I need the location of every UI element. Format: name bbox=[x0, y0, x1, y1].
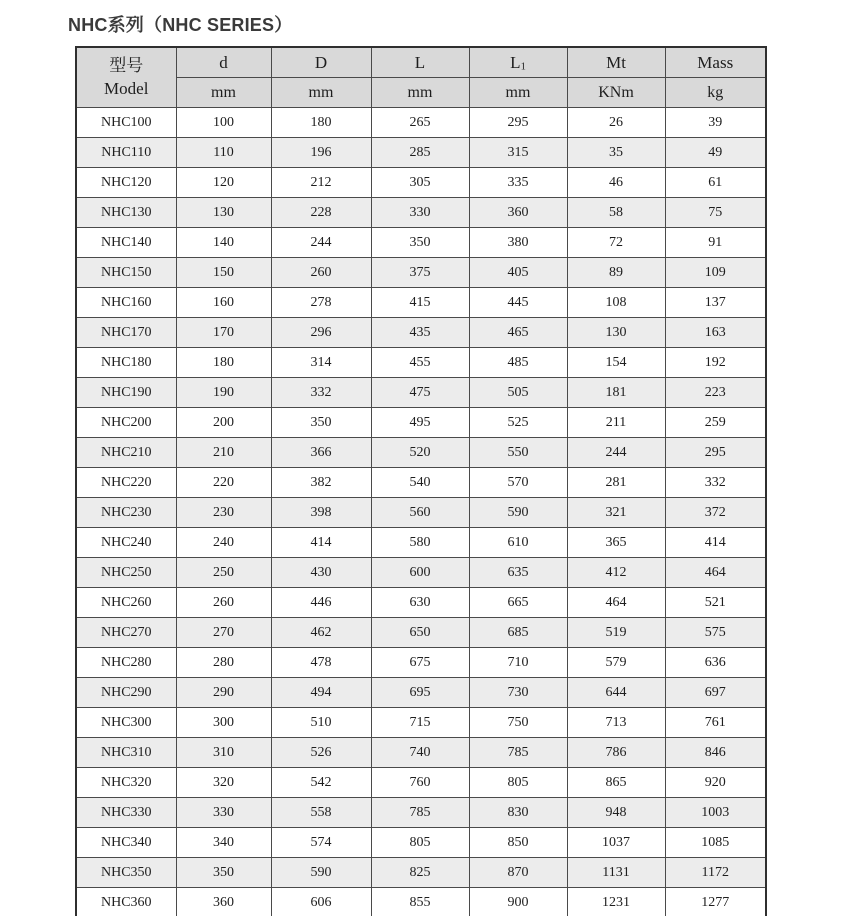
value-cell: 445 bbox=[469, 288, 567, 318]
table-row bbox=[76, 288, 766, 318]
value-cell: 212 bbox=[271, 168, 371, 198]
model-cell: NHC280 bbox=[76, 648, 176, 678]
value-cell: 590 bbox=[271, 858, 371, 888]
value-cell: 278 bbox=[271, 288, 371, 318]
value-cell: 314 bbox=[271, 348, 371, 378]
value-cell: 900 bbox=[469, 888, 567, 916]
value-cell: 579 bbox=[567, 648, 665, 678]
value-cell: 365 bbox=[567, 528, 665, 558]
value-cell: 295 bbox=[665, 438, 766, 468]
value-cell: 315 bbox=[469, 138, 567, 168]
value-cell: 350 bbox=[371, 228, 469, 258]
table-row bbox=[76, 108, 766, 138]
value-cell: 635 bbox=[469, 558, 567, 588]
value-cell: 72 bbox=[567, 228, 665, 258]
value-cell: 108 bbox=[567, 288, 665, 318]
nhc-series-table bbox=[75, 46, 767, 916]
value-cell: 350 bbox=[176, 858, 271, 888]
value-cell: 220 bbox=[176, 468, 271, 498]
value-cell: 265 bbox=[371, 108, 469, 138]
value-cell: 330 bbox=[176, 798, 271, 828]
value-cell: 575 bbox=[665, 618, 766, 648]
model-cell: NHC230 bbox=[76, 498, 176, 528]
value-cell: 181 bbox=[567, 378, 665, 408]
model-cell: NHC310 bbox=[76, 738, 176, 768]
value-cell: 332 bbox=[665, 468, 766, 498]
table-row bbox=[76, 498, 766, 528]
value-cell: 260 bbox=[271, 258, 371, 288]
table-row bbox=[76, 438, 766, 468]
model-cell: NHC110 bbox=[76, 138, 176, 168]
value-cell: 455 bbox=[371, 348, 469, 378]
model-cell: NHC200 bbox=[76, 408, 176, 438]
value-cell: 715 bbox=[371, 708, 469, 738]
value-cell: 244 bbox=[271, 228, 371, 258]
value-cell: 870 bbox=[469, 858, 567, 888]
value-cell: 350 bbox=[271, 408, 371, 438]
value-cell: 61 bbox=[665, 168, 766, 198]
value-cell: 636 bbox=[665, 648, 766, 678]
unit-header-L1: mm bbox=[469, 78, 567, 108]
value-cell: 210 bbox=[176, 438, 271, 468]
value-cell: 462 bbox=[271, 618, 371, 648]
table-header bbox=[76, 47, 766, 108]
table-row bbox=[76, 528, 766, 558]
value-cell: 192 bbox=[665, 348, 766, 378]
table-row bbox=[76, 888, 766, 916]
model-cell: NHC320 bbox=[76, 768, 176, 798]
value-cell: 846 bbox=[665, 738, 766, 768]
column-header-L: L bbox=[371, 47, 469, 78]
model-cell: NHC290 bbox=[76, 678, 176, 708]
value-cell: 560 bbox=[371, 498, 469, 528]
value-cell: 570 bbox=[469, 468, 567, 498]
value-cell: 414 bbox=[665, 528, 766, 558]
table-body bbox=[76, 108, 766, 916]
model-cell: NHC350 bbox=[76, 858, 176, 888]
value-cell: 332 bbox=[271, 378, 371, 408]
table-row bbox=[76, 618, 766, 648]
value-cell: 526 bbox=[271, 738, 371, 768]
value-cell: 865 bbox=[567, 768, 665, 798]
table-row bbox=[76, 558, 766, 588]
value-cell: 259 bbox=[665, 408, 766, 438]
value-cell: 250 bbox=[176, 558, 271, 588]
model-cell: NHC120 bbox=[76, 168, 176, 198]
table-row bbox=[76, 738, 766, 768]
value-cell: 91 bbox=[665, 228, 766, 258]
model-cell: NHC180 bbox=[76, 348, 176, 378]
value-cell: 140 bbox=[176, 228, 271, 258]
value-cell: 786 bbox=[567, 738, 665, 768]
value-cell: 100 bbox=[176, 108, 271, 138]
column-header-Mt: Mt bbox=[567, 47, 665, 78]
value-cell: 321 bbox=[567, 498, 665, 528]
value-cell: 300 bbox=[176, 708, 271, 738]
column-header-L1: L1 bbox=[469, 47, 567, 78]
value-cell: 644 bbox=[567, 678, 665, 708]
value-cell: 750 bbox=[469, 708, 567, 738]
value-cell: 372 bbox=[665, 498, 766, 528]
value-cell: 435 bbox=[371, 318, 469, 348]
model-cell: NHC340 bbox=[76, 828, 176, 858]
value-cell: 405 bbox=[469, 258, 567, 288]
value-cell: 485 bbox=[469, 348, 567, 378]
table-row bbox=[76, 408, 766, 438]
value-cell: 39 bbox=[665, 108, 766, 138]
value-cell: 75 bbox=[665, 198, 766, 228]
table-row bbox=[76, 228, 766, 258]
value-cell: 850 bbox=[469, 828, 567, 858]
value-cell: 760 bbox=[371, 768, 469, 798]
value-cell: 948 bbox=[567, 798, 665, 828]
value-cell: 380 bbox=[469, 228, 567, 258]
value-cell: 412 bbox=[567, 558, 665, 588]
value-cell: 163 bbox=[665, 318, 766, 348]
value-cell: 296 bbox=[271, 318, 371, 348]
model-cell: NHC130 bbox=[76, 198, 176, 228]
value-cell: 46 bbox=[567, 168, 665, 198]
column-header-D: D bbox=[271, 47, 371, 78]
table-row bbox=[76, 648, 766, 678]
column-header-d: d bbox=[176, 47, 271, 78]
unit-header-Mt: KNm bbox=[567, 78, 665, 108]
value-cell: 1003 bbox=[665, 798, 766, 828]
unit-header-Mass: kg bbox=[665, 78, 766, 108]
value-cell: 366 bbox=[271, 438, 371, 468]
value-cell: 510 bbox=[271, 708, 371, 738]
value-cell: 211 bbox=[567, 408, 665, 438]
value-cell: 200 bbox=[176, 408, 271, 438]
table-row bbox=[76, 168, 766, 198]
value-cell: 1131 bbox=[567, 858, 665, 888]
value-cell: 465 bbox=[469, 318, 567, 348]
value-cell: 920 bbox=[665, 768, 766, 798]
value-cell: 1277 bbox=[665, 888, 766, 916]
model-cell: NHC330 bbox=[76, 798, 176, 828]
value-cell: 730 bbox=[469, 678, 567, 708]
table-row bbox=[76, 198, 766, 228]
value-cell: 170 bbox=[176, 318, 271, 348]
model-cell: NHC100 bbox=[76, 108, 176, 138]
value-cell: 675 bbox=[371, 648, 469, 678]
value-cell: 415 bbox=[371, 288, 469, 318]
table-row bbox=[76, 318, 766, 348]
value-cell: 740 bbox=[371, 738, 469, 768]
value-cell: 120 bbox=[176, 168, 271, 198]
value-cell: 414 bbox=[271, 528, 371, 558]
value-cell: 340 bbox=[176, 828, 271, 858]
value-cell: 398 bbox=[271, 498, 371, 528]
model-cell: NHC220 bbox=[76, 468, 176, 498]
table-row bbox=[76, 798, 766, 828]
value-cell: 446 bbox=[271, 588, 371, 618]
value-cell: 130 bbox=[567, 318, 665, 348]
value-cell: 335 bbox=[469, 168, 567, 198]
value-cell: 320 bbox=[176, 768, 271, 798]
table-row bbox=[76, 828, 766, 858]
column-header-Mass: Mass bbox=[665, 47, 766, 78]
value-cell: 521 bbox=[665, 588, 766, 618]
value-cell: 785 bbox=[469, 738, 567, 768]
value-cell: 542 bbox=[271, 768, 371, 798]
value-cell: 558 bbox=[271, 798, 371, 828]
value-cell: 464 bbox=[665, 558, 766, 588]
table-row bbox=[76, 588, 766, 618]
model-cell: NHC140 bbox=[76, 228, 176, 258]
value-cell: 180 bbox=[176, 348, 271, 378]
value-cell: 1085 bbox=[665, 828, 766, 858]
value-cell: 505 bbox=[469, 378, 567, 408]
value-cell: 464 bbox=[567, 588, 665, 618]
value-cell: 495 bbox=[371, 408, 469, 438]
value-cell: 855 bbox=[371, 888, 469, 916]
value-cell: 109 bbox=[665, 258, 766, 288]
model-cell: NHC170 bbox=[76, 318, 176, 348]
table-row bbox=[76, 858, 766, 888]
value-cell: 494 bbox=[271, 678, 371, 708]
value-cell: 825 bbox=[371, 858, 469, 888]
value-cell: 1172 bbox=[665, 858, 766, 888]
value-cell: 590 bbox=[469, 498, 567, 528]
value-cell: 110 bbox=[176, 138, 271, 168]
value-cell: 360 bbox=[469, 198, 567, 228]
model-label-zh: 型号 bbox=[109, 56, 144, 76]
value-cell: 713 bbox=[567, 708, 665, 738]
model-cell: NHC300 bbox=[76, 708, 176, 738]
value-cell: 260 bbox=[176, 588, 271, 618]
value-cell: 600 bbox=[371, 558, 469, 588]
value-cell: 665 bbox=[469, 588, 567, 618]
value-cell: 290 bbox=[176, 678, 271, 708]
value-cell: 281 bbox=[567, 468, 665, 498]
value-cell: 244 bbox=[567, 438, 665, 468]
model-label-en: Model bbox=[104, 78, 149, 98]
page-title: NHC系列（NHC SERIES） bbox=[68, 15, 293, 35]
value-cell: 580 bbox=[371, 528, 469, 558]
table-row bbox=[76, 258, 766, 288]
model-cell: NHC270 bbox=[76, 618, 176, 648]
value-cell: 1037 bbox=[567, 828, 665, 858]
table-row bbox=[76, 348, 766, 378]
value-cell: 160 bbox=[176, 288, 271, 318]
value-cell: 190 bbox=[176, 378, 271, 408]
value-cell: 430 bbox=[271, 558, 371, 588]
value-cell: 478 bbox=[271, 648, 371, 678]
value-cell: 360 bbox=[176, 888, 271, 916]
value-cell: 695 bbox=[371, 678, 469, 708]
value-cell: 130 bbox=[176, 198, 271, 228]
value-cell: 697 bbox=[665, 678, 766, 708]
table-row bbox=[76, 678, 766, 708]
column-header-model bbox=[76, 47, 176, 108]
model-cell: NHC360 bbox=[76, 888, 176, 916]
value-cell: 805 bbox=[371, 828, 469, 858]
value-cell: 830 bbox=[469, 798, 567, 828]
table-row bbox=[76, 768, 766, 798]
value-cell: 606 bbox=[271, 888, 371, 916]
value-cell: 270 bbox=[176, 618, 271, 648]
value-cell: 285 bbox=[371, 138, 469, 168]
value-cell: 574 bbox=[271, 828, 371, 858]
value-cell: 540 bbox=[371, 468, 469, 498]
value-cell: 550 bbox=[469, 438, 567, 468]
table-row bbox=[76, 378, 766, 408]
model-cell: NHC150 bbox=[76, 258, 176, 288]
table-row bbox=[76, 138, 766, 168]
model-cell: NHC250 bbox=[76, 558, 176, 588]
value-cell: 89 bbox=[567, 258, 665, 288]
value-cell: 650 bbox=[371, 618, 469, 648]
value-cell: 520 bbox=[371, 438, 469, 468]
model-cell: NHC240 bbox=[76, 528, 176, 558]
value-cell: 49 bbox=[665, 138, 766, 168]
table-row bbox=[76, 468, 766, 498]
value-cell: 375 bbox=[371, 258, 469, 288]
value-cell: 330 bbox=[371, 198, 469, 228]
value-cell: 35 bbox=[567, 138, 665, 168]
value-cell: 525 bbox=[469, 408, 567, 438]
value-cell: 58 bbox=[567, 198, 665, 228]
value-cell: 223 bbox=[665, 378, 766, 408]
value-cell: 230 bbox=[176, 498, 271, 528]
value-cell: 710 bbox=[469, 648, 567, 678]
unit-header-D: mm bbox=[271, 78, 371, 108]
value-cell: 475 bbox=[371, 378, 469, 408]
value-cell: 180 bbox=[271, 108, 371, 138]
value-cell: 805 bbox=[469, 768, 567, 798]
value-cell: 137 bbox=[665, 288, 766, 318]
value-cell: 610 bbox=[469, 528, 567, 558]
table-row bbox=[76, 708, 766, 738]
value-cell: 785 bbox=[371, 798, 469, 828]
value-cell: 310 bbox=[176, 738, 271, 768]
model-cell: NHC160 bbox=[76, 288, 176, 318]
value-cell: 150 bbox=[176, 258, 271, 288]
model-cell: NHC260 bbox=[76, 588, 176, 618]
value-cell: 305 bbox=[371, 168, 469, 198]
value-cell: 196 bbox=[271, 138, 371, 168]
value-cell: 26 bbox=[567, 108, 665, 138]
value-cell: 240 bbox=[176, 528, 271, 558]
value-cell: 519 bbox=[567, 618, 665, 648]
value-cell: 685 bbox=[469, 618, 567, 648]
value-cell: 280 bbox=[176, 648, 271, 678]
value-cell: 630 bbox=[371, 588, 469, 618]
model-cell: NHC210 bbox=[76, 438, 176, 468]
value-cell: 761 bbox=[665, 708, 766, 738]
value-cell: 154 bbox=[567, 348, 665, 378]
value-cell: 382 bbox=[271, 468, 371, 498]
value-cell: 295 bbox=[469, 108, 567, 138]
unit-header-d: mm bbox=[176, 78, 271, 108]
model-cell: NHC190 bbox=[76, 378, 176, 408]
value-cell: 1231 bbox=[567, 888, 665, 916]
unit-header-L: mm bbox=[371, 78, 469, 108]
value-cell: 228 bbox=[271, 198, 371, 228]
